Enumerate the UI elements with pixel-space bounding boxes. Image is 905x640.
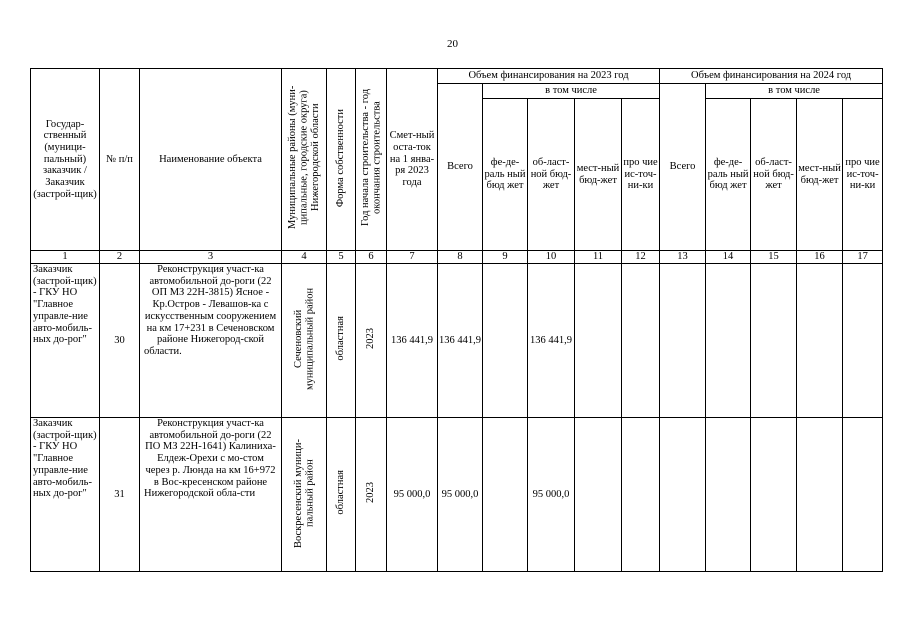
header-balance: Смет-ный оста-ток на 1 янва-ря 2023 года — [387, 69, 438, 251]
column-number: 11 — [575, 251, 622, 264]
column-number: 16 — [797, 251, 843, 264]
row-local-2024 — [797, 418, 843, 572]
row-years — [356, 418, 387, 572]
row-total-2023: 95 000,0 — [438, 418, 483, 572]
row-federal-2023 — [483, 418, 528, 572]
column-number: 7 — [387, 251, 438, 264]
header-including-2023: в том числе — [483, 84, 660, 99]
column-numbers-row — [31, 251, 883, 264]
row-local-2023 — [575, 418, 622, 572]
header-regional-2023: об-ласт-ной бюд-жет — [528, 99, 575, 251]
column-number: 4 — [282, 251, 327, 264]
column-number: 9 — [483, 251, 528, 264]
column-number: 10 — [528, 251, 575, 264]
header-including-2024: в том числе — [706, 84, 883, 99]
header-row-top — [31, 69, 883, 84]
row-district — [282, 264, 327, 418]
header-customer: Государ-ственный (муници-пальный) заказчик / Заказчик (застрой-щик) — [31, 69, 100, 251]
header-local-2024: мест-ный бюд-жет — [797, 99, 843, 251]
row-years-text: 2023 — [365, 482, 377, 504]
header-years-text: Год начала строительства - год окончания строительства — [359, 89, 382, 227]
row-district-text: Воскресенский муници-пальный район — [292, 438, 315, 548]
row-regional-2023: 95 000,0 — [528, 418, 575, 572]
header-years — [356, 69, 387, 251]
row-object-name: Реконструкция участ-ка автомобильной до-роги (22 ОП МЗ 22Н-3815) Ясное - Кр.Остров - Левашов-ка с искусственным сооружением на км 17+231 в Сеченовском районе Нижегород-ской области. — [140, 264, 282, 418]
row-ownership — [327, 418, 356, 572]
row-federal-2023 — [483, 264, 528, 418]
column-number: 17 — [843, 251, 883, 264]
row-district-text: Сеченовский муниципальный район — [292, 287, 315, 390]
row-regional-2023: 136 441,9 — [528, 264, 575, 418]
header-federal-2023: фе-де-раль ный бюд жет — [483, 99, 528, 251]
row-num: 31 — [100, 418, 140, 572]
row-total-2024 — [660, 264, 706, 418]
row-other-2023 — [622, 264, 660, 418]
header-fin-2024: Объем финансирования на 2024 год — [660, 69, 883, 84]
header-ownership-text: Форма собственности — [335, 108, 347, 207]
column-number: 5 — [327, 251, 356, 264]
header-fin-2023: Объем финансирования на 2023 год — [438, 69, 660, 84]
row-ownership-text: областная — [335, 470, 347, 515]
row-federal-2024 — [706, 418, 751, 572]
row-other-2024 — [843, 264, 883, 418]
row-district — [282, 418, 327, 572]
header-num: № п/п — [100, 69, 140, 251]
row-total-2024 — [660, 418, 706, 572]
row-balance: 136 441,9 — [387, 264, 438, 418]
header-districts — [282, 69, 327, 251]
row-customer: Заказчик (застрой-щик) - ГКУ НО "Главное управле-ние авто-мобиль-ных до-рог" — [31, 418, 100, 572]
column-number: 3 — [140, 251, 282, 264]
column-number: 12 — [622, 251, 660, 264]
row-other-2023 — [622, 418, 660, 572]
table-row — [31, 418, 883, 572]
financing-table — [30, 68, 883, 572]
row-num: 30 — [100, 264, 140, 418]
column-number: 6 — [356, 251, 387, 264]
row-object-name: Реконструкция участ-ка автомобильной до-роги (22 ПО МЗ 22Н-1641) Калиниха-Елдеж-Орехи с мо-стом через р. Люнда на км 16+972 в Вос-кресенском районе Нижегородской обла-сти — [140, 418, 282, 572]
header-districts-text: Муниципальные районы (муни-ципальные, городские округа) Нижегородской области — [286, 85, 321, 230]
row-local-2024 — [797, 264, 843, 418]
column-number: 14 — [706, 251, 751, 264]
header-regional-2024: об-ласт-ной бюд-жет — [751, 99, 797, 251]
header-other-2024: про чие ис-точ-ни-ки — [843, 99, 883, 251]
table-row — [31, 264, 883, 418]
row-other-2024 — [843, 418, 883, 572]
header-other-2023: про чие ис-точ-ни-ки — [622, 99, 660, 251]
row-local-2023 — [575, 264, 622, 418]
row-balance: 95 000,0 — [387, 418, 438, 572]
row-regional-2024 — [751, 264, 797, 418]
column-number: 13 — [660, 251, 706, 264]
row-years — [356, 264, 387, 418]
row-customer: Заказчик (застрой-щик) - ГКУ НО "Главное управле-ние авто-мобиль-ных до-рог" — [31, 264, 100, 418]
row-regional-2024 — [751, 418, 797, 572]
header-local-2023: мест-ный бюд-жет — [575, 99, 622, 251]
column-number: 15 — [751, 251, 797, 264]
header-total-2024: Всего — [660, 84, 706, 251]
header-ownership — [327, 69, 356, 251]
header-object-name: Наименование объекта — [140, 69, 282, 251]
column-number: 2 — [100, 251, 140, 264]
row-ownership — [327, 264, 356, 418]
row-total-2023: 136 441,9 — [438, 264, 483, 418]
column-number: 1 — [31, 251, 100, 264]
page-number: 20 — [447, 38, 458, 50]
header-total-2023: Всего — [438, 84, 483, 251]
column-number: 8 — [438, 251, 483, 264]
row-federal-2024 — [706, 264, 751, 418]
row-years-text: 2023 — [365, 328, 377, 350]
row-ownership-text: областная — [335, 316, 347, 361]
header-federal-2024: фе-де-раль ный бюд жет — [706, 99, 751, 251]
